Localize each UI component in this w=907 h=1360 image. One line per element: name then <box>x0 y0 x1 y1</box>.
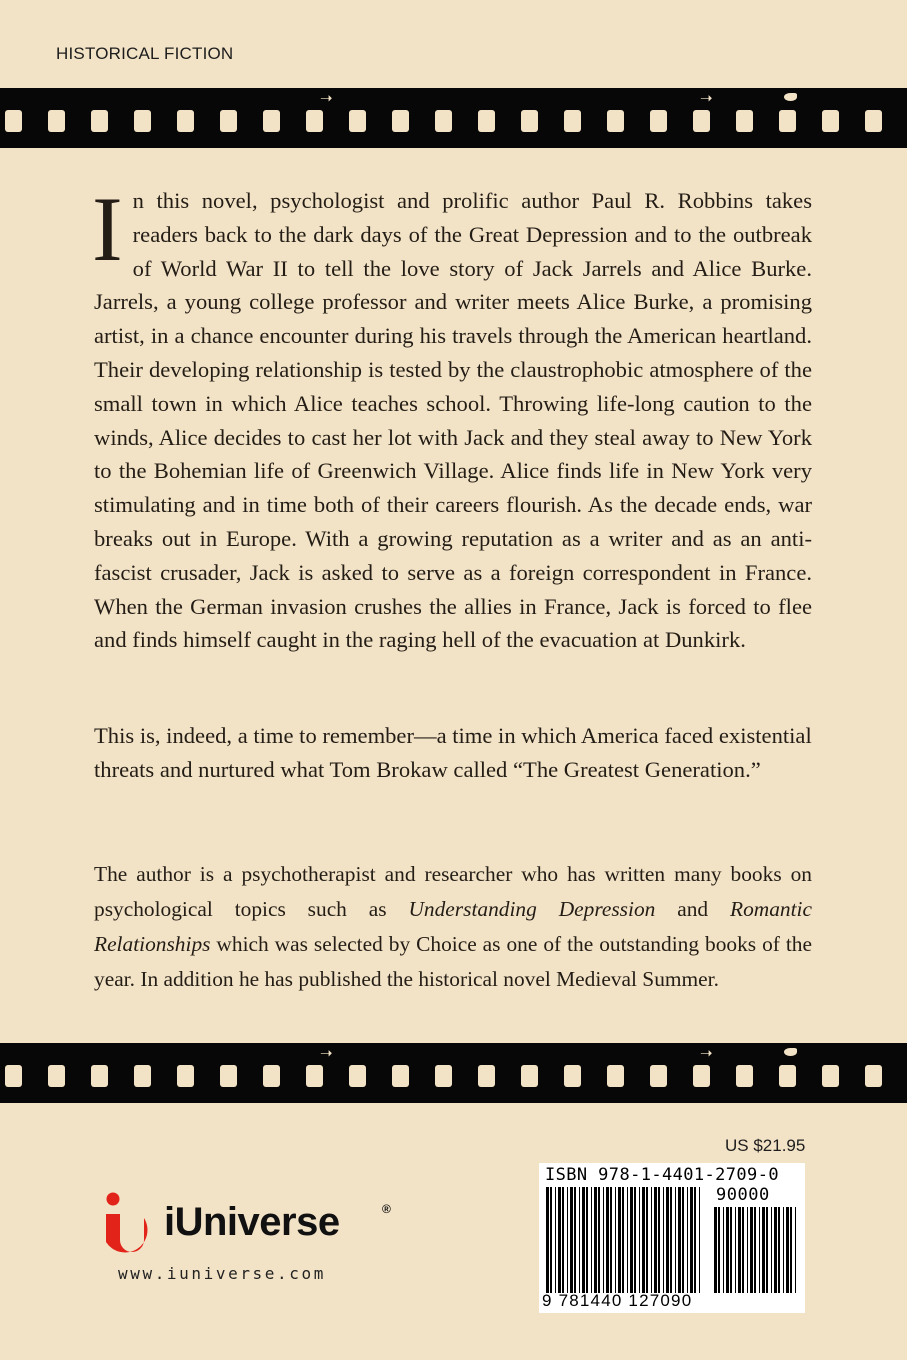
barcode-bar <box>610 1187 612 1293</box>
film-hole <box>822 1065 839 1087</box>
barcode-bar <box>651 1187 652 1293</box>
barcode-bar <box>606 1187 609 1293</box>
barcode-bar <box>754 1207 756 1293</box>
barcode-bar <box>790 1207 792 1293</box>
isbn-number: ISBN 978-1-4401-2709-0 <box>545 1165 779 1185</box>
film-hole <box>220 110 237 132</box>
barcode-bar <box>742 1207 744 1293</box>
author-bio-text: The author is a psychotherapist and researcher who has written many books on psychological topics such as <box>94 862 812 921</box>
barcode-bar <box>735 1207 736 1293</box>
barcode-bar <box>562 1187 564 1293</box>
film-hole <box>306 110 323 132</box>
film-strip-top <box>0 88 907 148</box>
film-perforations <box>0 110 907 132</box>
barcode-bar <box>682 1187 684 1293</box>
publisher-name: iUniverse <box>164 1200 340 1244</box>
barcode-bar <box>646 1187 648 1293</box>
film-hole <box>91 110 108 132</box>
barcode-bar <box>774 1207 777 1293</box>
film-hole <box>564 110 581 132</box>
film-notch-icon <box>784 1048 797 1056</box>
barcode-bar <box>582 1187 585 1293</box>
description-paragraph: n this novel, psychologist and prolific author Paul R. Robbins takes readers back to the dark days of the Great Depression and to the outbreak of World War II to tell the love story of Jack Jarrels and Alice Burke. Jarrels, a young college professor and writer meets Alice Burke, a promising artist, in a chance encounter during his travels through the American heartland. Their developing relationship is tested by the claustrophobic atmosphere of the small town in which Alice teaches school. Throwing life-long caution to the winds, Alice decides to cast her lot with Jack and they steal away to New York to the Bohemian life of Greenwich Village. Alice finds life in New York very stimulating and in time both of their careers flourish. As the decade ends, war breaks out in Europe. With a growing reputation as a writer and as an anti-fascist crusader, Jack is asked to serve as a foreign correspondent in France. When the German invasion crushes the allies in France, Jack is forced to flee and finds himself caught in the raging hell of the evacuation at Dunkirk. <box>94 188 812 653</box>
film-hole <box>478 110 495 132</box>
film-hole <box>349 110 366 132</box>
barcode-bar <box>726 1207 729 1293</box>
barcode-bar <box>634 1187 636 1293</box>
barcode-bar <box>591 1187 592 1293</box>
barcode-bar <box>663 1187 664 1293</box>
arrow-right-icon: ➝ <box>320 1044 333 1062</box>
price: US $21.95 <box>725 1136 806 1155</box>
isbn-barcode <box>539 1163 805 1313</box>
barcode-bar <box>630 1187 633 1293</box>
book-title: Understanding Depression <box>408 897 656 921</box>
barcode-bar <box>654 1187 657 1293</box>
arrow-right-icon: ➝ <box>700 1044 713 1062</box>
barcode-bar <box>786 1207 789 1293</box>
film-hole <box>435 110 452 132</box>
film-hole <box>607 1065 624 1087</box>
barcode-bar <box>546 1187 549 1293</box>
film-hole <box>779 1065 796 1087</box>
barcode-bar <box>714 1207 717 1293</box>
description-paragraph-2: This is, indeed, a time to remember—a time in which America faced existential threats and nurtured what Tom Brokaw called “The Greatest Generation.” <box>94 723 812 782</box>
barcode-bar <box>579 1187 580 1293</box>
barcode-bar <box>615 1187 616 1293</box>
film-hole <box>48 1065 65 1087</box>
film-hole <box>435 1065 452 1087</box>
iuniverse-logo-icon <box>104 1188 164 1270</box>
barcode-bar <box>639 1187 640 1293</box>
film-hole <box>521 110 538 132</box>
barcode-bar <box>694 1187 696 1293</box>
barcode-bar <box>675 1187 676 1293</box>
barcode-bar <box>622 1187 624 1293</box>
film-hole <box>5 110 22 132</box>
film-hole <box>349 1065 366 1087</box>
publisher-url[interactable]: www.iuniverse.com <box>118 1264 326 1283</box>
barcode-bar <box>766 1207 768 1293</box>
barcode-bar <box>586 1187 588 1293</box>
genre-label: HISTORICAL FICTION <box>56 44 234 63</box>
film-strip-bottom <box>0 1043 907 1103</box>
film-hole <box>392 110 409 132</box>
film-hole <box>306 1065 323 1087</box>
publisher-logo <box>104 1188 404 1270</box>
film-hole <box>91 1065 108 1087</box>
barcode-bar <box>778 1207 780 1293</box>
barcode-bar <box>750 1207 753 1293</box>
barcode-bar <box>699 1187 700 1293</box>
film-hole <box>478 1065 495 1087</box>
barcode-bar <box>570 1187 573 1293</box>
film-hole <box>865 1065 882 1087</box>
barcode-bar <box>771 1207 772 1293</box>
film-hole <box>564 1065 581 1087</box>
barcode-bar <box>594 1187 597 1293</box>
barcode-bar <box>687 1187 688 1293</box>
barcode-bar <box>762 1207 765 1293</box>
book-title: Romantic Relationships <box>94 897 812 956</box>
film-hole <box>134 110 151 132</box>
film-hole <box>392 1065 409 1087</box>
film-hole <box>134 1065 151 1087</box>
film-hole <box>177 110 194 132</box>
film-hole <box>822 110 839 132</box>
barcode-bar <box>550 1187 552 1293</box>
author-bio-text: which was selected by Choice as one of the outstanding books of the year. In addition he has published the historical novel Medieval Summer. <box>94 932 812 991</box>
arrow-right-icon: ➝ <box>700 89 713 107</box>
film-hole <box>650 110 667 132</box>
barcode-bar <box>603 1187 604 1293</box>
barcode-bar <box>690 1187 693 1293</box>
barcode-bar <box>598 1187 600 1293</box>
barcode-bar <box>627 1187 628 1293</box>
barcode-bar <box>574 1187 576 1293</box>
barcode-addon-bars <box>713 1207 799 1293</box>
film-hole <box>736 1065 753 1087</box>
film-perforations <box>0 1065 907 1087</box>
drop-cap: I <box>92 178 123 280</box>
film-hole <box>521 1065 538 1087</box>
film-hole <box>5 1065 22 1087</box>
barcode-bar <box>759 1207 760 1293</box>
barcode-bar <box>670 1187 672 1293</box>
barcode-bar <box>783 1207 784 1293</box>
barcode-bar <box>658 1187 660 1293</box>
film-hole <box>693 110 710 132</box>
film-hole <box>650 1065 667 1087</box>
film-hole <box>779 110 796 132</box>
barcode-bars <box>545 1187 703 1293</box>
film-notch-icon <box>784 93 797 101</box>
registered-mark: ® <box>382 1202 391 1216</box>
barcode-bar <box>642 1187 645 1293</box>
film-hole <box>177 1065 194 1087</box>
film-hole <box>263 1065 280 1087</box>
barcode-addon-digits: 90000 <box>716 1185 770 1205</box>
film-hole <box>263 110 280 132</box>
film-hole <box>693 1065 710 1087</box>
barcode-bar <box>618 1187 621 1293</box>
film-hole <box>48 110 65 132</box>
film-hole <box>607 110 624 132</box>
barcode-bar <box>558 1187 561 1293</box>
barcode-bar <box>747 1207 748 1293</box>
barcode-bar <box>718 1207 720 1293</box>
description <box>92 178 812 657</box>
arrow-right-icon: ➝ <box>320 89 333 107</box>
barcode-bar <box>567 1187 568 1293</box>
barcode-bar <box>730 1207 732 1293</box>
barcode-bar <box>723 1207 724 1293</box>
author-bio <box>94 857 812 997</box>
film-hole <box>865 110 882 132</box>
film-hole <box>736 110 753 132</box>
barcode-bar <box>666 1187 669 1293</box>
barcode-bar <box>738 1207 741 1293</box>
barcode-bar <box>555 1187 556 1293</box>
barcode-bar <box>795 1207 796 1293</box>
barcode-digits: 9 781440 127090 <box>542 1291 693 1310</box>
film-hole <box>220 1065 237 1087</box>
barcode-bar <box>678 1187 681 1293</box>
author-bio-text: and <box>655 897 730 921</box>
